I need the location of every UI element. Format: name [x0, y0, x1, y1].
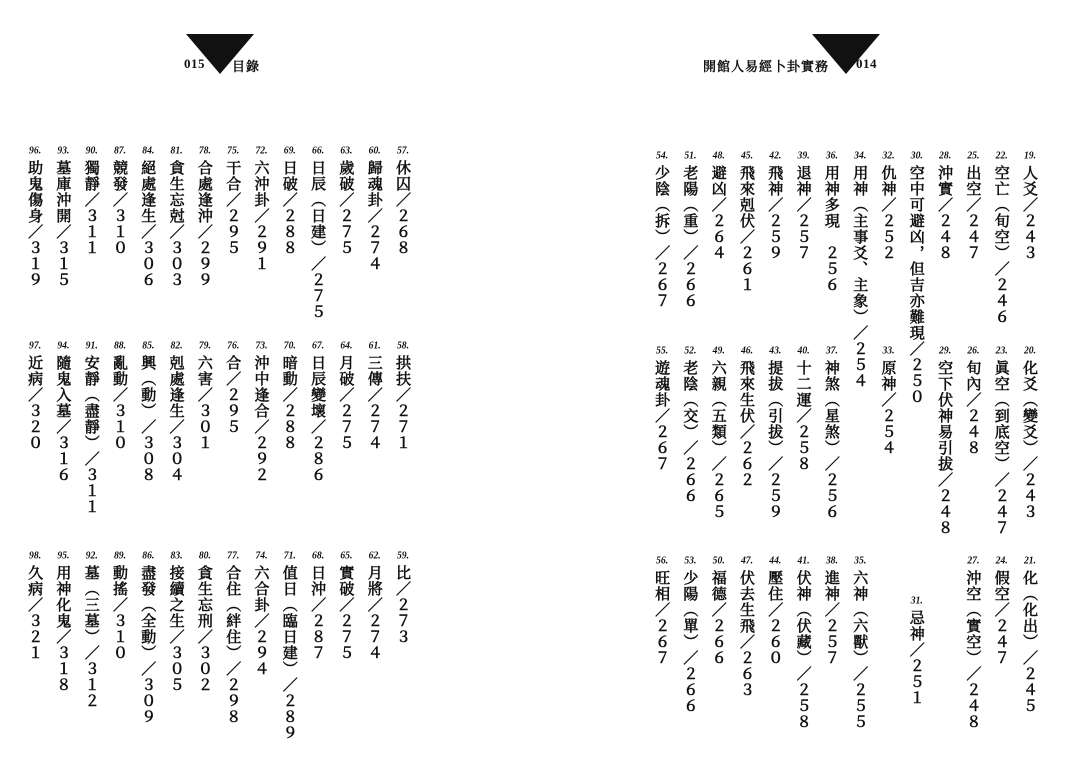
toc-entry-text: 休囚／２６８: [394, 160, 412, 256]
toc-entry-text: 少陰（拆）／２６７: [653, 165, 672, 309]
toc-entry-text: 拱扶／２７１: [394, 355, 412, 451]
toc-entry: [169, 145, 184, 288]
toc-entry-number: 75.: [227, 145, 240, 156]
toc-entry: [224, 145, 243, 256]
toc-entry-number: 63.: [340, 145, 353, 156]
toc-entry: [766, 150, 785, 261]
toc-entry-number: 57.: [396, 145, 410, 156]
toc-entry-number: 19.: [1023, 150, 1037, 161]
toc-entry-number: 83.: [170, 550, 183, 561]
toc-entry-text: 進神／２５７: [822, 570, 841, 666]
toc-entry-text: 眞空（到底空）／２４７: [992, 360, 1011, 536]
toc-entry-text: 日沖／２８７: [309, 565, 328, 661]
toc-entry-text: 神煞（星煞）／２５６: [822, 360, 841, 520]
toc-entry: [112, 145, 127, 256]
toc-entry-text: 化（化出）／２４５: [1021, 570, 1039, 714]
toc-entry-text: 六合卦／２９４: [252, 565, 271, 677]
toc-entry-number: 27.: [967, 555, 980, 566]
toc-entry-number: 39.: [797, 150, 810, 161]
toc-entry: [994, 345, 1009, 536]
toc-entry-text: 避凶／２６４: [709, 165, 728, 261]
toc-entry: [851, 555, 870, 730]
toc-entry: [851, 150, 870, 389]
toc-entry: [653, 150, 672, 309]
toc-entry-number: 46.: [740, 345, 754, 356]
toc-entry-number: 49.: [712, 345, 725, 356]
toc-entry-text: 飛來剋伏／２６１: [738, 165, 756, 293]
toc-entry: [309, 340, 328, 483]
toc-entry-number: 64.: [340, 340, 353, 351]
toc-entry: [139, 340, 158, 483]
toc-entry-text: 六親（五類）／２６５: [709, 360, 728, 520]
page-header-title: 目錄: [232, 60, 261, 75]
toc-entry-text: 假空／２４７: [992, 570, 1011, 666]
toc-entry-number: 68.: [312, 550, 325, 561]
toc-entry: [337, 340, 356, 451]
toc-entry-number: 33.: [882, 345, 895, 356]
toc-entry-number: 73.: [255, 340, 268, 351]
toc-entry: [681, 345, 700, 504]
toc-entry-text: 空下伏神易引拔／２４８: [936, 360, 955, 536]
toc-entry: [936, 345, 955, 536]
toc-entry-number: 82.: [170, 340, 183, 351]
toc-entry: [26, 340, 45, 451]
toc-entry-number: 36.: [825, 150, 838, 161]
toc-entry-text: 沖空（實空）／２４８: [964, 570, 983, 730]
toc-entry: [711, 345, 726, 520]
toc-entry-number: 77.: [227, 550, 240, 561]
toc-entry: [395, 145, 410, 256]
toc-entry: [282, 145, 297, 256]
toc-entry-text: 用神多現 ２５６: [822, 165, 841, 293]
toc-entry-number: 76.: [227, 340, 240, 351]
toc-entry-text: 歲破／２７５: [337, 160, 356, 256]
toc-entry-text: 競發／３１０: [111, 160, 129, 256]
toc-entry: [197, 340, 212, 451]
toc-entry-number: 89.: [113, 550, 127, 561]
toc-entry-number: 65.: [340, 550, 353, 561]
toc-entry-text: 日辰變壞／２８６: [309, 355, 328, 483]
toc-entry: [367, 145, 382, 272]
toc-entry: [395, 340, 410, 451]
toc-entry-number: 56.: [656, 555, 669, 566]
toc-entry: [766, 345, 785, 520]
toc-entry-text: 福德／２６６: [709, 570, 728, 666]
right-page: [536, 0, 1072, 766]
toc-entry: [909, 595, 924, 706]
toc-entry-text: 歸魂卦／２７４: [365, 160, 384, 272]
toc-entry-number: 35.: [854, 555, 867, 566]
toc-entry-number: 98.: [29, 550, 42, 561]
toc-entry-text: 仇神／２５２: [879, 165, 898, 261]
toc-entry: [169, 550, 184, 693]
toc-entry: [309, 550, 328, 661]
toc-entry-number: 70.: [283, 340, 296, 351]
toc-entry: [112, 340, 127, 451]
toc-entry-number: 31.: [910, 595, 923, 606]
toc-entry-text: 貪生忘尅／３０３: [167, 160, 186, 288]
toc-entry: [112, 550, 127, 661]
toc-entry-number: 52.: [684, 345, 697, 356]
toc-entry-number: 40.: [797, 345, 810, 356]
toc-entry-text: 興（動）／３０８: [139, 355, 158, 483]
toc-entry-number: 48.: [712, 150, 725, 161]
toc-entry: [766, 555, 785, 666]
toc-entry-text: 實破／２７５: [337, 565, 356, 661]
toc-entry-text: 安靜（盡靜）／３１１: [82, 355, 101, 515]
toc-entry: [739, 555, 754, 698]
toc-entry-text: 旺相／２６７: [653, 570, 672, 666]
toc-entry-number: 67.: [312, 340, 325, 351]
toc-entry-text: 原神／２５４: [879, 360, 898, 456]
toc-entry-text: 少陽（單）／２６６: [681, 570, 700, 714]
toc-entry-number: 71.: [283, 550, 296, 561]
toc-entry-text: 老陽（重）／２６６: [681, 165, 700, 309]
toc-entry-text: 空中可避凶，但吉亦難現／２５０: [907, 165, 926, 405]
toc-entry-number: 88.: [113, 340, 127, 351]
toc-entry-number: 55.: [656, 345, 669, 356]
toc-entry-text: 暗動／２８８: [280, 355, 299, 451]
toc-entry: [1022, 345, 1037, 520]
toc-entry: [224, 550, 243, 725]
toc-entry-number: 60.: [368, 145, 381, 156]
toc-entry-number: 97.: [29, 340, 42, 351]
toc-entry-text: 亂動／３１０: [111, 355, 129, 451]
toc-entry: [84, 550, 99, 709]
toc-entry-text: 出空／２４７: [964, 165, 983, 261]
toc-entry: [964, 150, 983, 261]
toc-entry-text: 獨靜／３１１: [82, 160, 101, 256]
toc-entry-text: 合／２９５: [224, 355, 243, 435]
toc-entry-number: 34.: [854, 150, 867, 161]
toc-entry-text: 六神（六獸）／２５５: [851, 570, 870, 730]
toc-entry: [224, 340, 243, 435]
toc-entry-text: 十二運／２５８: [794, 360, 813, 472]
toc-entry-number: 26.: [967, 345, 980, 356]
toc-entry-text: 墓庫沖開／３１５: [54, 160, 73, 288]
toc-entry-text: 退神／２５７: [794, 165, 813, 261]
toc-entry: [197, 550, 212, 693]
toc-entry: [824, 345, 839, 520]
page-number: 014: [856, 56, 877, 71]
toc-entry-number: 37.: [825, 345, 838, 356]
toc-entry-number: 61.: [368, 340, 381, 351]
toc-entry: [824, 555, 839, 666]
toc-entry-number: 81.: [170, 145, 183, 156]
toc-entry: [139, 145, 158, 288]
toc-entry: [739, 345, 754, 488]
toc-entry-number: 62.: [368, 550, 381, 561]
toc-entry: [994, 150, 1009, 325]
toc-entry: [796, 555, 811, 730]
toc-entry: [26, 550, 45, 661]
toc-entry-text: 比／２７３: [394, 565, 412, 645]
toc-entry-number: 47.: [740, 555, 754, 566]
toc-entry-text: 絕處逢生／３０６: [139, 160, 158, 288]
toc-entry-number: 28.: [939, 150, 952, 161]
toc-entry: [881, 150, 896, 261]
toc-entry: [337, 145, 356, 256]
toc-entry-text: 動搖／３１０: [111, 565, 129, 661]
toc-entry-number: 58.: [396, 340, 410, 351]
toc-entry-number: 90.: [85, 145, 98, 156]
toc-entry: [84, 340, 99, 515]
toc-entry-number: 44.: [769, 555, 782, 566]
toc-entry-number: 69.: [283, 145, 296, 156]
toc-entry-text: 遊魂卦／２６７: [653, 360, 672, 472]
toc-entry: [796, 150, 811, 261]
toc-entry-text: 近病／３２０: [26, 355, 45, 451]
toc-entry-text: 盡發（全動）／３０９: [139, 565, 158, 725]
toc-entry: [54, 340, 73, 483]
toc-entry: [282, 550, 297, 741]
toc-entry-number: 78.: [198, 145, 211, 156]
toc-entry-number: 94.: [57, 340, 70, 351]
toc-entry-text: 日破／２８８: [280, 160, 299, 256]
toc-entry-number: 32.: [882, 150, 895, 161]
toc-entry: [254, 145, 269, 272]
toc-entry-text: 剋處逢生／３０４: [167, 355, 186, 483]
toc-entry-number: 25.: [967, 150, 980, 161]
toc-entry-text: 助鬼傷身／３１９: [26, 160, 45, 288]
toc-entry-text: 墓（三墓）／３１２: [82, 565, 101, 709]
toc-entry-number: 86.: [142, 550, 155, 561]
toc-entry-number: 51.: [684, 150, 697, 161]
toc-entry: [54, 550, 73, 693]
toc-entry: [796, 345, 811, 472]
toc-entry-text: 化爻（變爻）／２４３: [1021, 360, 1039, 520]
toc-entry-text: 沖中逢合／２９２: [252, 355, 271, 483]
toc-entry: [824, 150, 839, 293]
toc-entry-number: 38.: [825, 555, 838, 566]
toc-entry-text: 用神化鬼／３１８: [54, 565, 73, 693]
toc-entry-text: 日辰（日建）／２７５: [309, 160, 328, 320]
toc-entry-text: 干合／２９５: [224, 160, 243, 256]
toc-entry-number: 93.: [57, 145, 70, 156]
toc-entry-number: 53.: [684, 555, 697, 566]
toc-entry-text: 值日（臨日建）／２８９: [280, 565, 299, 741]
toc-entry: [395, 550, 410, 645]
toc-entry-number: 30.: [910, 150, 923, 161]
toc-entry-number: 41.: [797, 555, 810, 566]
toc-entry-text: 用神（主事爻、主象）／２５４: [851, 165, 870, 389]
toc-entry: [254, 340, 269, 483]
toc-entry: [881, 345, 896, 456]
toc-entry-text: 人爻／２４３: [1021, 165, 1039, 261]
toc-entry: [1022, 555, 1037, 714]
toc-entry: [367, 550, 382, 661]
toc-entry-number: 85.: [142, 340, 155, 351]
toc-entry: [26, 145, 45, 288]
toc-entry-number: 87.: [113, 145, 127, 156]
toc-entry-number: 72.: [255, 145, 268, 156]
toc-entry-text: 旬內／２４８: [964, 360, 983, 456]
toc-entry-text: 六沖卦／２９１: [252, 160, 271, 272]
toc-entry-text: 月破／２７５: [337, 355, 356, 451]
toc-entry: [653, 555, 672, 666]
toc-entry: [681, 150, 700, 309]
toc-entry: [964, 555, 983, 730]
toc-entry-number: 92.: [85, 550, 98, 561]
toc-entry-number: 96.: [29, 145, 42, 156]
toc-entry-text: 三傳／２７４: [365, 355, 384, 451]
toc-entry-number: 84.: [142, 145, 155, 156]
toc-entry-text: 貪生忘刑／３０２: [195, 565, 214, 693]
toc-entry-text: 久病／３２１: [26, 565, 45, 661]
toc-entry: [169, 340, 184, 483]
toc-entry: [681, 555, 700, 714]
toc-entry: [197, 145, 212, 288]
toc-entry: [909, 150, 924, 405]
toc-entry-text: 合處逢沖／２９９: [195, 160, 214, 288]
toc-entry: [711, 150, 726, 261]
toc-entry-text: 合住（絆住）／２９８: [224, 565, 243, 725]
toc-entry-number: 66.: [312, 145, 325, 156]
toc-entry: [653, 345, 672, 472]
toc-entry-number: 43.: [769, 345, 782, 356]
toc-entry: [54, 145, 73, 288]
toc-entry-text: 忌神／２５１: [907, 610, 926, 706]
page-number: 015: [184, 56, 205, 71]
toc-entry: [1022, 150, 1037, 261]
toc-entry-number: 23.: [995, 345, 1008, 356]
toc-entry: [337, 550, 356, 661]
toc-entry: [282, 340, 297, 451]
toc-entry-number: 91.: [85, 340, 98, 351]
toc-entry-number: 42.: [769, 150, 782, 161]
toc-entry-text: 伏神（伏藏）／２５８: [794, 570, 813, 730]
toc-entry: [994, 555, 1009, 666]
toc-entry: [964, 345, 983, 456]
toc-entry-number: 80.: [198, 550, 211, 561]
toc-entry: [739, 150, 754, 293]
toc-entry-number: 45.: [740, 150, 754, 161]
toc-entry-text: 壓住／２６０: [766, 570, 785, 666]
toc-entry: [711, 555, 726, 666]
toc-entry-number: 21.: [1023, 555, 1037, 566]
toc-entry: [139, 550, 158, 725]
toc-entry-number: 20.: [1023, 345, 1037, 356]
toc-entry: [309, 145, 328, 320]
toc-entry-text: 六害／３０１: [195, 355, 214, 451]
toc-entry: [84, 145, 99, 256]
toc-entry: [936, 150, 955, 261]
toc-entry-number: 59.: [396, 550, 410, 561]
toc-entry-text: 伏去生飛／２６３: [738, 570, 756, 698]
toc-entry-number: 29.: [939, 345, 952, 356]
toc-entry-text: 沖實／２４８: [936, 165, 955, 261]
toc-entry-text: 飛來生伏／２６２: [738, 360, 756, 488]
toc-entry-number: 79.: [198, 340, 211, 351]
toc-entry-number: 50.: [712, 555, 725, 566]
toc-entry-number: 22.: [995, 150, 1008, 161]
toc-entry-number: 54.: [656, 150, 669, 161]
toc-entry-text: 老陰（交）／２６６: [681, 360, 700, 504]
page-header-title: 開館人易經卜卦實務: [703, 60, 830, 75]
toc-entry-number: 24.: [995, 555, 1008, 566]
toc-entry-text: 月將／２７４: [365, 565, 384, 661]
toc-entry: [367, 340, 382, 451]
toc-entry-text: 提拔（引拔）／２５９: [766, 360, 785, 520]
toc-entry-text: 飛神／２５９: [766, 165, 785, 261]
toc-entry-text: 接續之生／３０５: [167, 565, 186, 693]
toc-entry-text: 隨鬼入墓／３１６: [54, 355, 73, 483]
toc-entry-number: 74.: [255, 550, 268, 561]
toc-entry-text: 空亡（旬空）／２４６: [992, 165, 1011, 325]
toc-entry-number: 95.: [57, 550, 70, 561]
toc-entry: [254, 550, 269, 677]
